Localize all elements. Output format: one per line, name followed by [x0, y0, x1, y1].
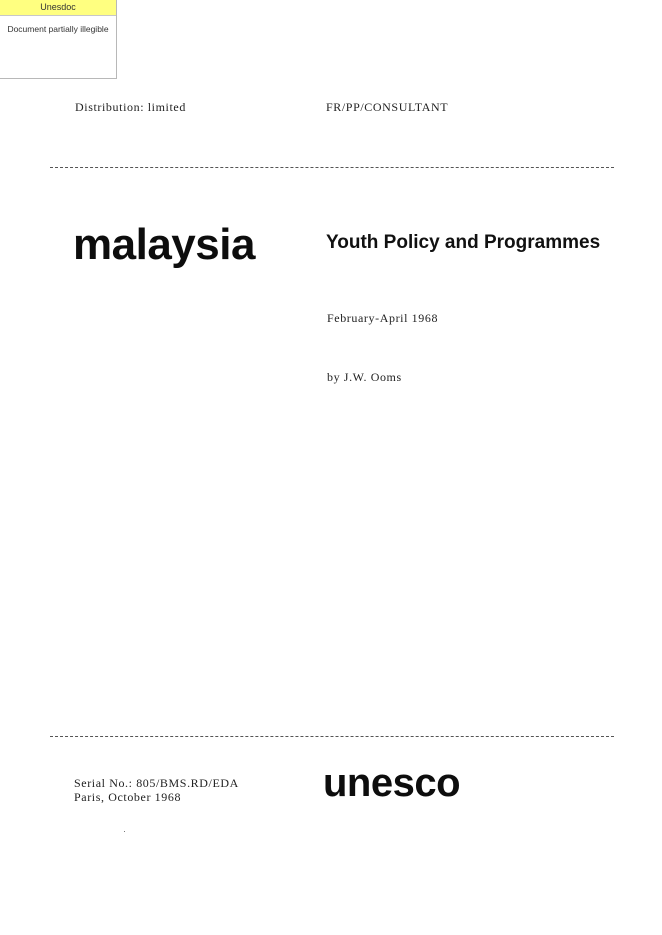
- serial-block: [74, 776, 239, 804]
- unesco-logo: unesco: [323, 761, 461, 805]
- top-divider: [50, 167, 614, 168]
- document-code: FR/PP/CONSULTANT: [326, 100, 449, 114]
- unesdoc-watermark: [0, 0, 117, 79]
- distribution-label: Distribution: limited: [75, 100, 186, 114]
- country-heading: malaysia: [73, 220, 255, 269]
- place-date: Paris, October 1968: [74, 790, 182, 804]
- document-period: February-April 1968: [327, 311, 439, 325]
- serial-number: Serial No.: 805/BMS.RD/EDA: [74, 776, 239, 790]
- bottom-divider: [50, 736, 614, 737]
- document-author: by J.W. Ooms: [327, 370, 402, 384]
- watermark-note: Document partially illegible: [7, 24, 109, 34]
- watermark-header: Unesdoc: [0, 0, 116, 16]
- scan-speck: [124, 831, 125, 832]
- document-title: Youth Policy and Programmes: [326, 232, 601, 253]
